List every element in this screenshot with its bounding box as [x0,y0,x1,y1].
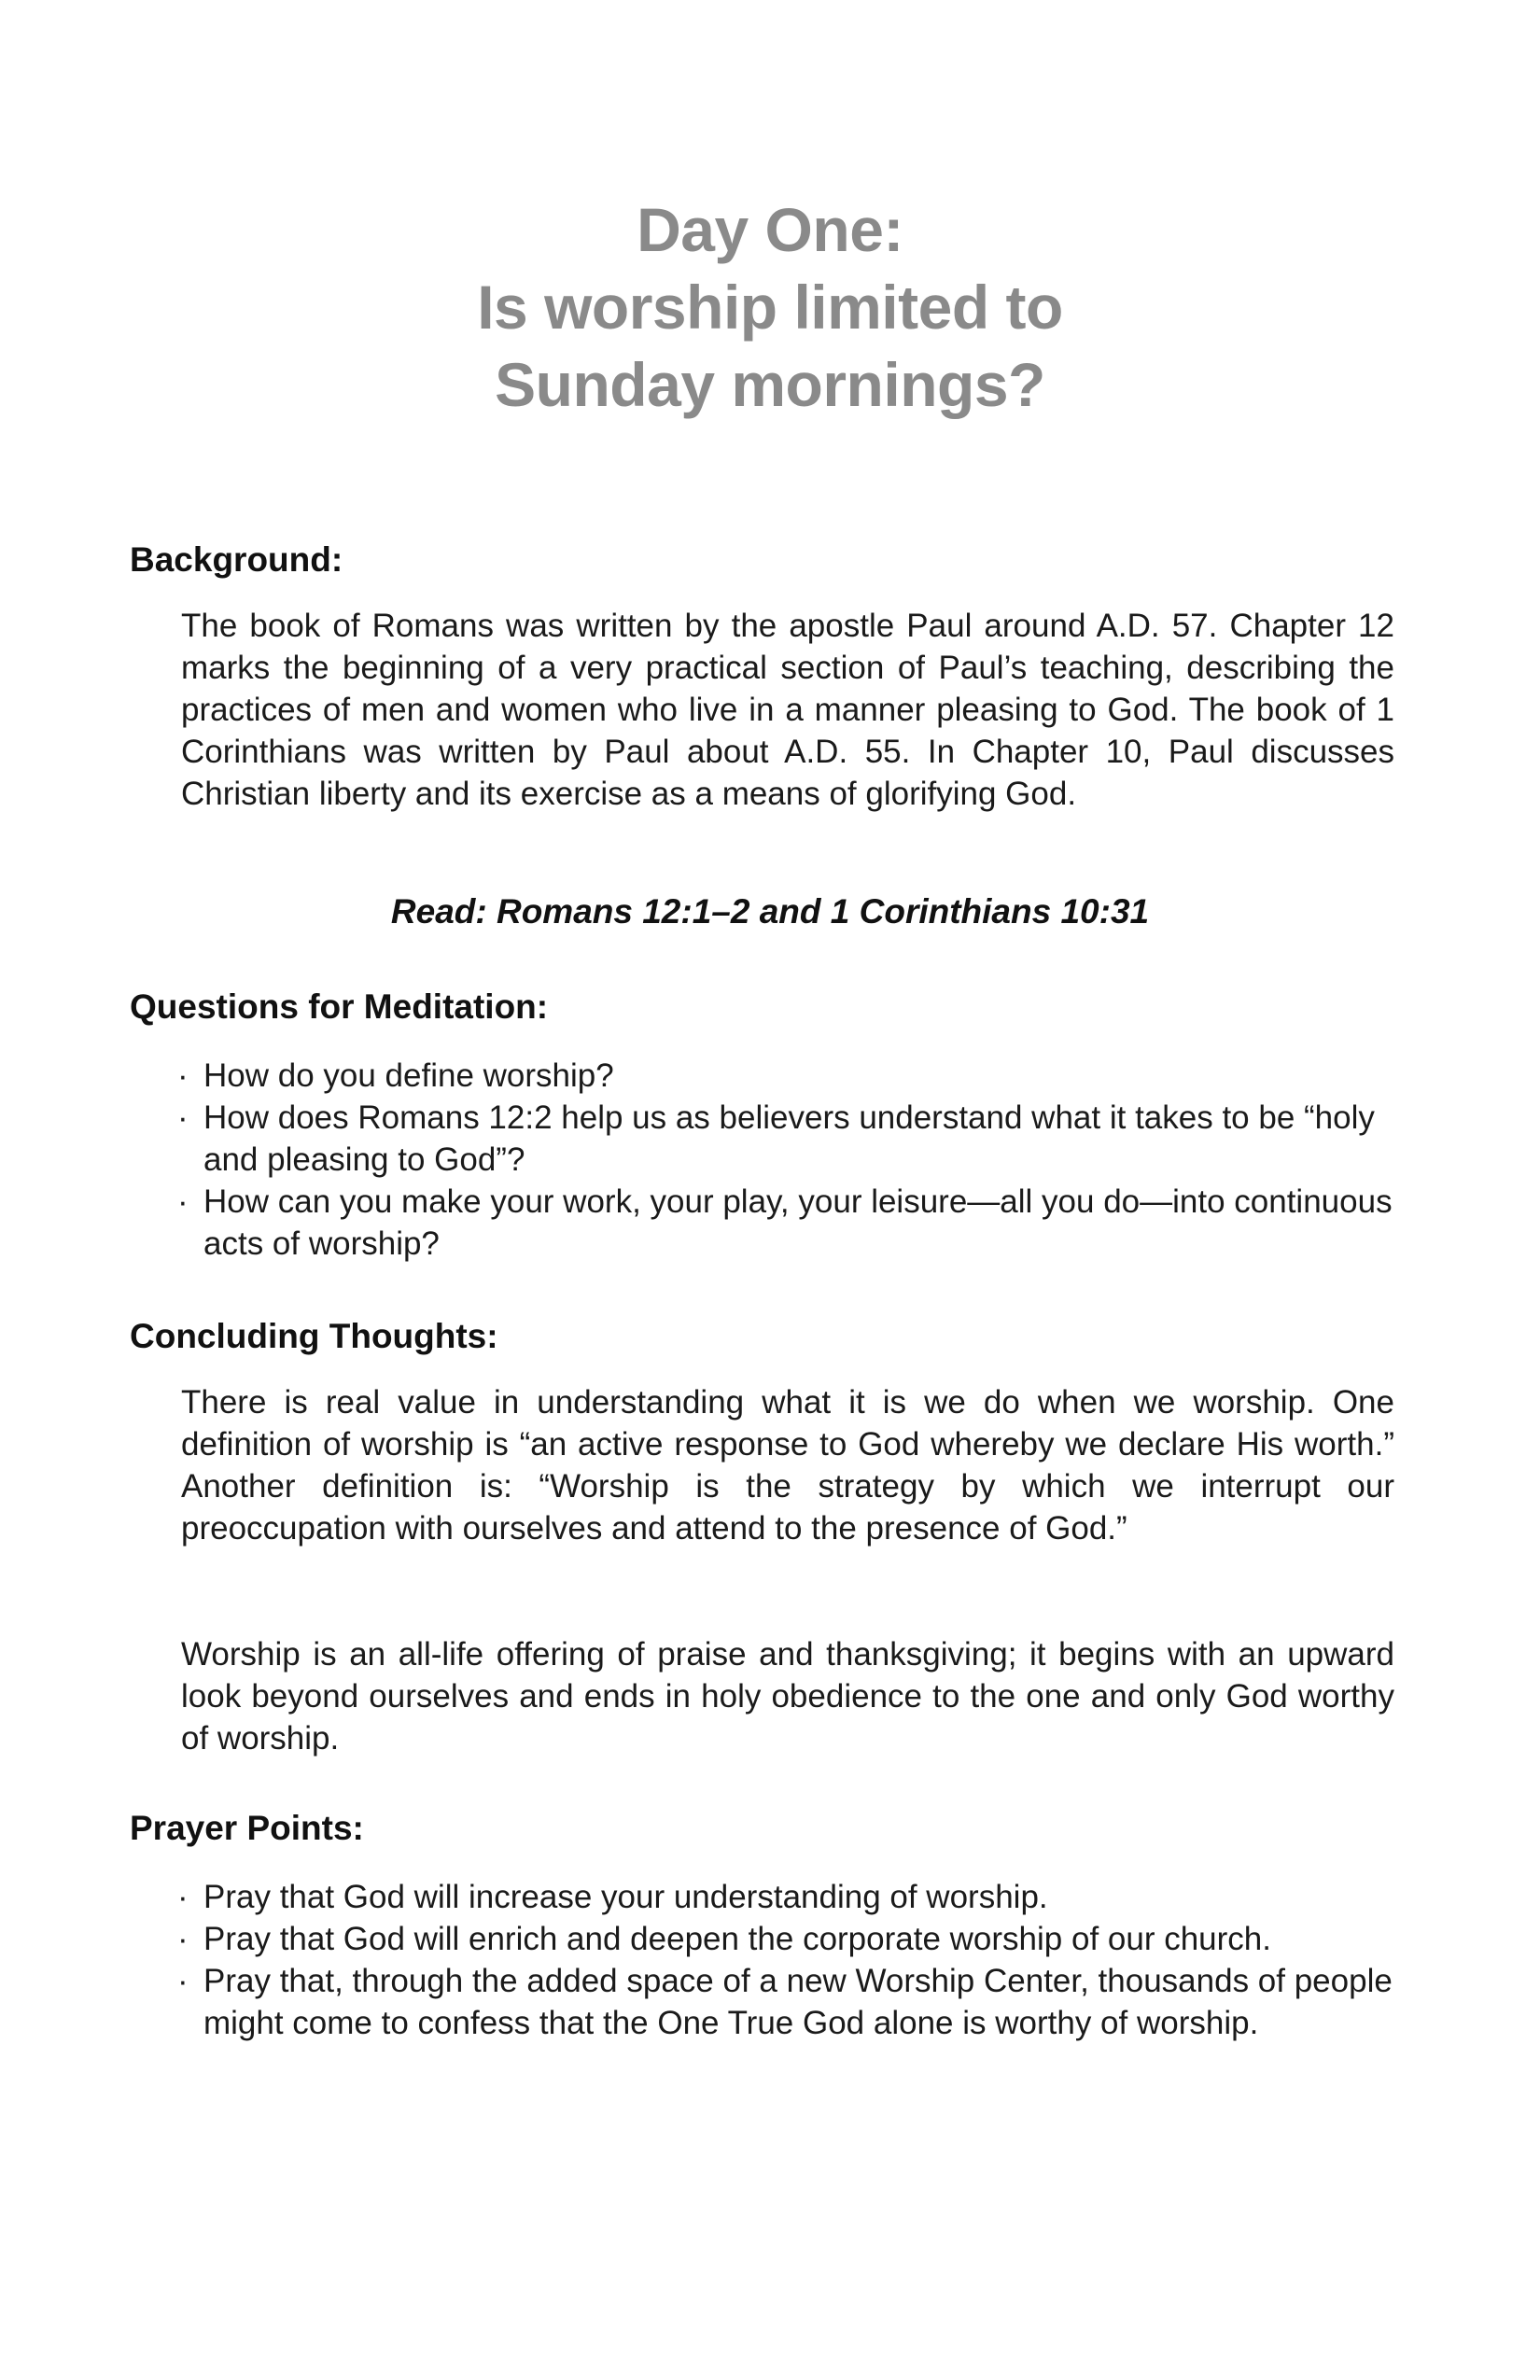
prayer-text: Pray that God will increase your understanding of worship. [203,1879,1048,1915]
bullet-icon: · [177,1099,189,1136]
bullet-icon: · [177,1879,189,1915]
question-text: How does Romans 12:2 help us as believers understand what it takes to be “holy and pleasing to God”? [203,1099,1375,1178]
prayer-text: Pray that God will enrich and deepen the corporate worship of our church. [203,1921,1271,1957]
list-item [177,1097,1409,1181]
bullet-icon: · [177,1057,189,1094]
concluding-paragraph-1: There is real value in understanding what it is we do when we worship. One definition of worship is “an active response to God whereby we declare His worth.” Another definition is: “Worship is the strategy by which we interrupt our preoccupation with ourselves and attend to the presence of God.” [181,1384,1394,1547]
title-line-3: Sunday mornings? [495,350,1045,419]
question-text: How can you make your work, your play, your leisure—all you do—into continuous acts of worship? [203,1183,1393,1262]
prayer-heading: Prayer Points: [130,1809,364,1847]
bullet-icon: · [177,1921,189,1957]
questions-heading: Questions for Meditation: [130,987,549,1026]
background-heading: Background: [130,540,343,579]
list-item [177,1960,1409,2044]
questions-list [177,1055,1409,1265]
background-paragraph: The book of Romans was written by the apostle Paul around A.D. 57. Chapter 12 marks the beginning of a very practical section of Paul’s teaching, describing the practices of men and women who live in a manner pleasing to God. The book of 1 Corinthians was written by Paul about A.D. 55. In Chapter 10, Paul discusses Christian liberty and its exercise as a means of glorifying God. [181,608,1394,812]
read-reference: Read: Romans 12:1–2 and 1 Corinthians 10:31 [390,892,1150,931]
page-title [0,191,1540,424]
question-text: How do you define worship? [203,1057,614,1094]
bullet-icon: · [177,1963,189,1999]
list-item [177,1181,1409,1265]
concluding-paragraph-2: Worship is an all-life offering of praise and thanksgiving; it begins with an upward look beyond ourselves and ends in holy obedience to the one and only God worthy of worship. [181,1636,1394,1757]
list-item [177,1918,1409,1960]
prayer-list [177,1876,1409,2044]
list-item [177,1876,1409,1918]
title-line-1: Day One: [637,195,903,264]
list-item [177,1055,1409,1097]
concluding-heading: Concluding Thoughts: [130,1317,498,1355]
title-line-2: Is worship limited to [477,273,1063,342]
prayer-text: Pray that, through the added space of a new Worship Center, thousands of people might come to confess that the One True God alone is worthy of worship. [203,1963,1393,2041]
bullet-icon: · [177,1183,189,1220]
